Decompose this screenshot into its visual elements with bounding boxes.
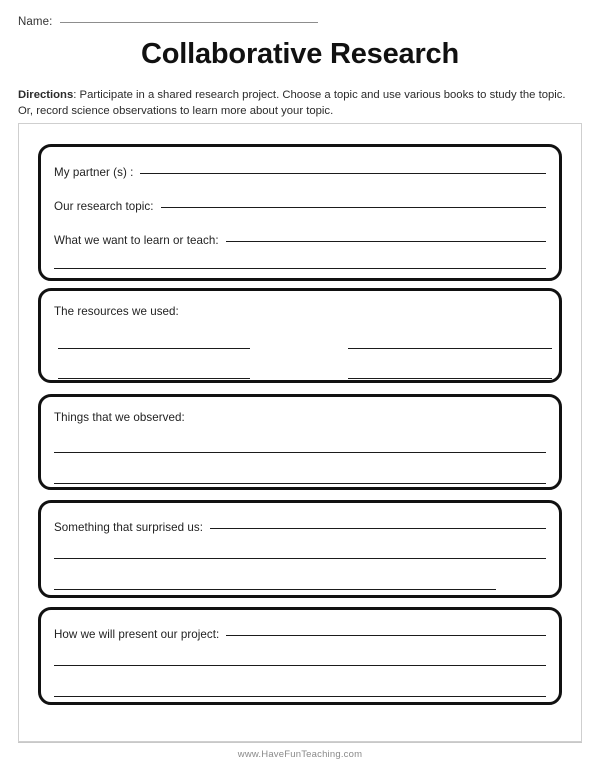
learn-teach-continuation-rule[interactable]	[54, 268, 546, 269]
learn-teach-field-row	[54, 234, 546, 247]
observations-heading: Things that we observed:	[54, 411, 185, 424]
partners-field-row	[54, 166, 546, 179]
resource-rule-right-2[interactable]	[348, 378, 552, 379]
directions-separator: :	[73, 89, 80, 101]
presentation-label: How we will present our project:	[54, 628, 220, 641]
resources-heading: The resources we used:	[54, 305, 179, 318]
directions-label: Directions	[18, 89, 74, 101]
research-topic-label: Our research topic:	[54, 200, 154, 213]
observations-rule-1[interactable]	[54, 452, 546, 453]
learn-teach-label: What we want to learn or teach:	[54, 234, 219, 247]
resource-rule-left-2[interactable]	[58, 378, 250, 379]
surprise-input-rule[interactable]	[210, 528, 546, 529]
partners-label: My partner (s) :	[54, 166, 134, 179]
observations-box	[38, 394, 562, 490]
research-topic-field-row	[54, 200, 546, 213]
footer-site-label: www.HaveFunTeaching.com	[237, 749, 363, 760]
resource-rule-right-1[interactable]	[348, 348, 552, 349]
learn-teach-input-rule[interactable]	[226, 241, 546, 242]
surprise-box	[38, 500, 562, 598]
presentation-input-rule[interactable]	[226, 635, 546, 636]
presentation-box-inner	[54, 610, 546, 702]
presentation-continuation-rule-2[interactable]	[54, 696, 546, 697]
name-label: Name:	[18, 16, 53, 28]
resources-box	[38, 288, 562, 383]
page-title: Collaborative Research	[141, 38, 459, 70]
observations-rule-2[interactable]	[54, 483, 546, 484]
observations-box-inner	[54, 397, 546, 487]
research-topic-input-rule[interactable]	[161, 207, 546, 208]
presentation-continuation-rule-1[interactable]	[54, 665, 546, 666]
surprise-continuation-rule-2[interactable]	[54, 589, 496, 590]
partners-box-inner	[54, 147, 546, 278]
name-input-rule[interactable]	[60, 22, 318, 23]
partners-input-rule[interactable]	[140, 173, 546, 174]
surprise-continuation-rule-1[interactable]	[54, 558, 546, 559]
directions-paragraph	[18, 88, 574, 119]
directions-text: Participate in a shared research project. Choose a topic and use various books to study the topic. Or, record science observations to learn more about your topic.	[18, 89, 566, 117]
presentation-field-row	[54, 628, 546, 641]
surprise-label: Something that surprised us:	[54, 521, 203, 534]
footer-divider	[18, 742, 582, 743]
presentation-box	[38, 607, 562, 705]
surprise-box-inner	[54, 503, 546, 595]
name-field-row	[18, 16, 318, 28]
resource-rule-left-1[interactable]	[58, 348, 250, 349]
resources-box-inner	[54, 291, 546, 380]
surprise-field-row	[54, 521, 546, 534]
partners-box	[38, 144, 562, 281]
